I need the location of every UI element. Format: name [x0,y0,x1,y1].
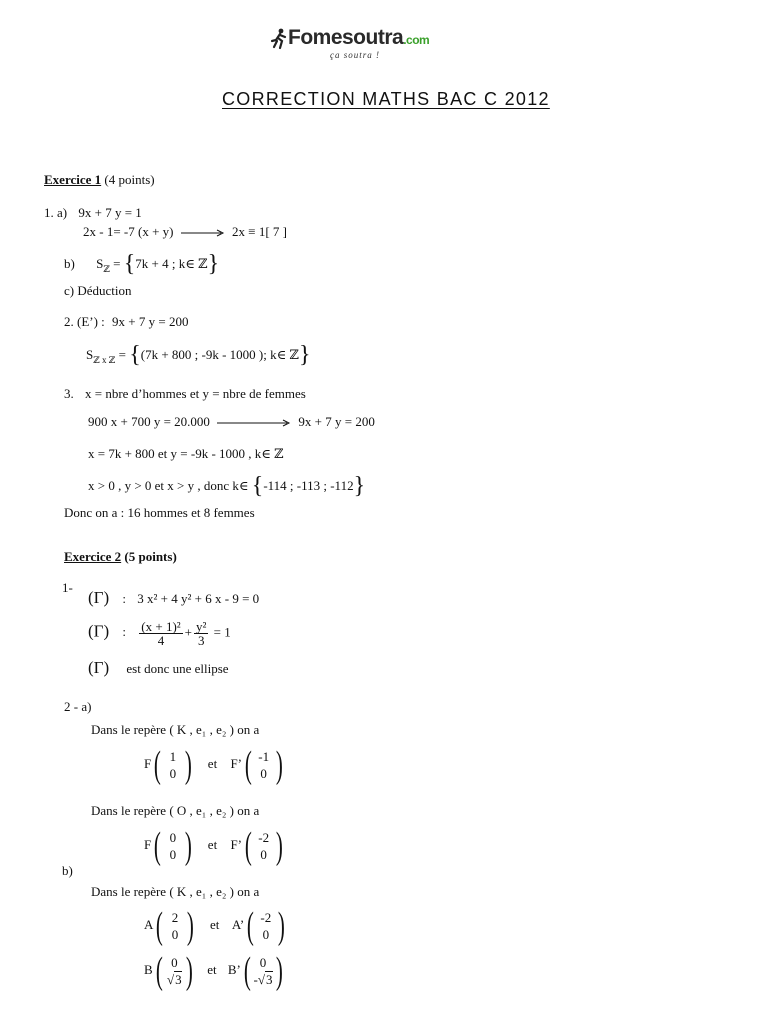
right-brace-icon: } [353,473,366,499]
ex1-q1b-set-subscript: ℤ [103,264,110,274]
gamma-symbol: (Γ) [88,621,110,641]
ex1-q3-number: 3. [64,386,74,401]
vector-entry: 0 [171,927,179,942]
ex2-q2b-number: b) [62,863,73,878]
logo-domain: .com [403,33,430,47]
ex1-q1a-congruence-right: 2x ≡ 1[ 7 ] [231,224,287,239]
ex2-ellipse-conclusion: est donc une ellipse [126,661,229,676]
ex1-q1c: c) Déduction [64,283,132,298]
ex2-gamma-line-1 [88,588,259,608]
exercise-1-points: (4 points) [101,172,155,187]
ex2-q2a-number: 2 - a) [64,699,92,714]
column-vector: ( 0 √3 ) [155,950,194,992]
ex1-q2 [64,314,188,330]
runner-icon [270,28,288,50]
arrow-right-icon [181,229,225,237]
et-label: et [209,916,220,932]
exercise-2-points: (5 points) [121,549,177,564]
ex1-q1a-number: 1. a) [44,205,68,220]
vector-entry: 2 [171,910,179,925]
ex2-reduced-equation-rhs: = 1 [213,624,231,640]
ex1-q1b-number: b) [64,256,75,271]
sqrt-entry [167,971,182,988]
vector-entry: 0 [260,766,267,781]
ex1-q2-solution-set: $S_{ℤ x ℤ} = \{(7k + 800$ ; -9k - 1000 ); k∈ ℤ} [86,342,311,368]
logo-name: Fomesoutra [288,26,404,49]
gamma-symbol: (Γ) [88,658,110,677]
fraction-x [139,620,182,647]
ex1-q1b-set-content: 7k + 4 ; k∈ ℤ [135,256,208,271]
et-label: et [207,836,218,852]
vector-entry: 3 [266,972,273,987]
ex1-q3-definition: x = nbre d’hommes et y = nbre de femmes [85,386,306,401]
column-vector: ( 0 -√3 ) [243,950,283,992]
sqrt-entry: -√3 [253,972,273,987]
ex2-repere-k-2: Dans le repère ( K , e₁ , e₂ ) on a [91,884,260,899]
ex1-q1a-equation: 9x + 7 y = 1 [78,205,142,220]
vector-entry: 0 [169,847,177,862]
fraction-x-numerator: (x + 1)² [141,619,181,634]
sqrt-icon: √ [257,972,266,987]
ex1-q3-general-solution: x = 7k + 800 et y = -9k - 1000 , k∈ ℤ [88,446,284,461]
point-Aprime-label: A’ [231,916,245,932]
point-F-label: F [144,755,152,771]
column-vector: ( 1 0 ) [154,744,192,786]
exercise-1-title: Exercice 1 [44,172,102,187]
vector-entry: 0 [260,847,267,862]
ex2-gamma-line-2: (Γ) : $\frac{\text{(x + 1)²}}{4}$ + $\frac{\text{y²}}{3}$ = 1 [88,619,231,648]
vector-entry: 0 [169,830,177,845]
point-F-label: F [144,836,152,852]
exercise-2-title: Exercice 2 [64,549,122,564]
left-brace-icon: { [123,251,136,277]
point-B-label: B [144,961,153,977]
ex2-ellipse-equation: 3 x² + 4 y² + 6 x - 9 = 0 [137,591,260,606]
ex1-conclusion: Donc on a : 16 hommes et 8 femmes [64,505,255,520]
left-brace-icon: { [129,342,141,368]
ex1-q3-equation-left: 900 x + 700 y = 20.000 [88,414,210,429]
column-vector: ( -1 0 ) [244,744,283,786]
sqrt-icon: √ [167,972,175,987]
fraction-y-denominator: 3 [197,633,205,648]
ex1-q3-conditions-text: x > 0 , y > 0 et x > y , donc k∈ [88,478,249,493]
ex1-q3-k-values: -114 ; -113 ; -112 [263,478,354,493]
ex1-q2-equation: 9x + 7 y = 200 [112,314,189,329]
fraction-y-numerator: y² [196,619,207,634]
ex2-gamma-line-3 [88,658,229,678]
left-brace-icon: { [251,473,264,499]
ex1-q3-equation-right: 9x + 7 y = 200 [298,414,375,429]
colon: : [122,624,127,640]
point-Fprime-label: F’ [230,836,242,852]
ex2-q1-number: 1- [62,580,73,595]
exercise-2-heading [64,549,177,565]
ex1-q2-set-subscript: ℤ x ℤ [93,355,116,365]
right-brace-icon: } [207,251,220,277]
logo-brand [288,26,429,50]
vector-entry: 0 [169,766,177,781]
column-vector: ( -2 0 ) [247,905,285,947]
point-Fprime-label: F’ [230,755,242,771]
colon: : [122,591,127,606]
column-vector: ( 0 0 ) [154,825,192,867]
vector-entry: -1 [258,749,270,764]
logo-tagline: ça soutra ! [330,50,380,60]
ex2-vertices-b [144,952,285,990]
site-logo [270,24,470,64]
vector-entry: -2 [258,830,270,845]
ex1-q1a-congruence-left: 2x - 1= -7 (x + y) [83,224,174,239]
exercise-1-heading [44,172,155,188]
point-A-label: A [144,916,154,932]
et-label: et [207,755,218,771]
ex1-q3-equation-line [88,414,375,430]
vector-entry: -2 [260,910,272,925]
ex1-q1b: b) $S_ℤ = \{7k + 4$ ; k∈ ℤ} [64,251,220,277]
vector-entry: 0 [262,927,270,942]
et-label: et [207,961,217,977]
ex2-foci-k [144,746,285,784]
ex1-q1a-line2 [83,224,287,240]
ex1-q3-conditions [88,474,365,498]
fraction-y [194,620,208,647]
vector-entry: 0 [259,955,267,970]
ex1-q2-set-content: (7k + 800 ; -9k - 1000 ); k∈ ℤ [140,347,299,362]
page-title: CORRECTION MATHS BAC C 2012 [222,89,550,109]
vector-entry: 1 [169,749,177,764]
point-Bprime-label: B’ [227,961,241,977]
fraction-x-denominator: 4 [157,633,165,648]
ex1-q3 [64,386,306,402]
ex1-q2-set-symbol: S [86,347,94,362]
right-brace-icon: } [298,342,311,368]
ex1-q1b-set-symbol: S [96,256,104,271]
ex2-repere-k-1: Dans le repère ( K , e₁ , e₂ ) on a [91,722,260,737]
vector-entry: 3 [175,972,182,987]
ex2-vertices-a [144,907,287,945]
ex2-repere-o: Dans le repère ( O , e₁ , e₂ ) on a [91,803,260,818]
arrow-right-icon [217,419,291,427]
ex1-q2-number: 2. (E’) : [64,314,105,329]
column-vector: ( -2 0 ) [244,825,283,867]
gamma-symbol: (Γ) [88,588,110,607]
ex2-foci-o [144,827,285,865]
ex1-q1a [44,205,142,221]
vector-entry: 0 [171,955,178,970]
column-vector: ( 2 0 ) [156,905,194,947]
